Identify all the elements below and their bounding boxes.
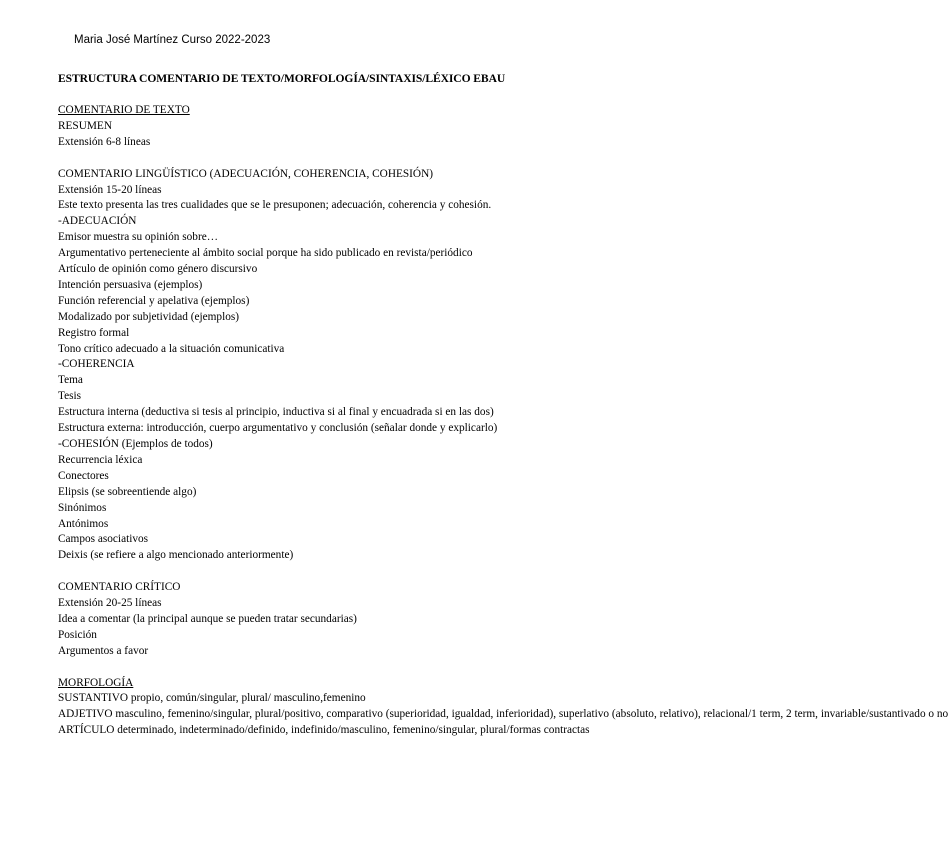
text-line: Sinónimos [58,501,107,514]
page-header: Maria José Martínez Curso 2022-2023 [74,34,271,46]
text-line: Argumentativo perteneciente al ámbito social porque ha sido publicado en revista/periódico [58,247,473,260]
text-line: Estructura interna (deductiva si tesis al principio, inductiva si al final y encuadrada si en las dos) [58,406,494,419]
text-line: Estructura externa: introducción, cuerpo argumentativo y conclusión (señalar donde y explicarlo) [58,422,498,435]
text-line: Recurrencia léxica [58,453,143,466]
text-line: Extensión 6-8 líneas [58,135,151,148]
text-line: Campos asociativos [58,533,149,546]
text-line: Intención persuasiva (ejemplos) [58,278,203,291]
section-heading-comentario-critico: COMENTARIO CRÍTICO [58,581,181,594]
text-line: Tesis [58,390,82,403]
text-line: RESUMEN [58,119,112,132]
section-heading-morfologia: MORFOLOGÍA [58,676,134,689]
text-line: Extensión 15-20 líneas [58,183,162,196]
document-body [58,103,948,739]
text-line: -COHERENCIA [58,358,135,371]
morfologia-sustantivo: SUSTANTIVO propio, común/singular, plural/ masculino,femenino [58,692,366,705]
section-heading-comentario-linguistico: COMENTARIO LINGÜÍSTICO (ADECUACIÓN, COHERENCIA, COHESIÓN) [58,167,434,180]
text-line: Posición [58,628,97,641]
text-line: Tema [58,374,83,387]
comentario-linguistico-lines [58,183,544,565]
morfologia-adjetivo: ADJETIVO masculino, femenino/singular, plural/positivo, comparativo (superioridad, igualdad, inferioridad), superlativo (absoluto, relativo), relacional/1 term, 2 term, invariable/sustantivado o no [58,708,948,721]
spacer [58,660,544,676]
text-line: Extensión 20-25 líneas [58,597,162,610]
text-line: Tono crítico adecuado a la situación comunicativa [58,342,285,355]
spacer [58,564,544,580]
text-line: Este texto presenta las tres cualidades que se le presuponen; adecuación, coherencia y cohesión. [58,199,492,212]
text-line: Función referencial y apelativa (ejemplos) [58,294,250,307]
morfologia-articulo: ARTÍCULO determinado, indeterminado/definido, indefinido/masculino, femenino/singular, plural/formas contractas [58,724,590,737]
text-line: Registro formal [58,326,130,339]
document-title: ESTRUCTURA COMENTARIO DE TEXTO/MORFOLOGÍA/SINTAXIS/LÉXICO EBAU [58,72,506,85]
text-line: Antónimos [58,517,109,530]
text-line: Argumentos a favor [58,644,149,657]
text-line: Idea a comentar (la principal aunque se pueden tratar secundarias) [58,612,357,625]
text-line: Conectores [58,469,109,482]
text-line: Emisor muestra su opinión sobre… [58,231,219,244]
text-line: Elipsis (se sobreentiende algo) [58,485,197,498]
section-heading-comentario-texto: COMENTARIO DE TEXTO [58,104,190,116]
comentario-critico-lines [58,596,544,660]
text-line: -ADECUACIÓN [58,215,137,228]
comentario-texto-lines [58,119,544,151]
text-line: Deixis (se refiere a algo mencionado anteriormente) [58,549,294,562]
text-line: Artículo de opinión como género discursivo [58,263,258,276]
text-line: Modalizado por subjetividad (ejemplos) [58,310,240,323]
spacer [58,151,544,167]
text-line: -COHESIÓN (Ejemplos de todos) [58,438,213,451]
